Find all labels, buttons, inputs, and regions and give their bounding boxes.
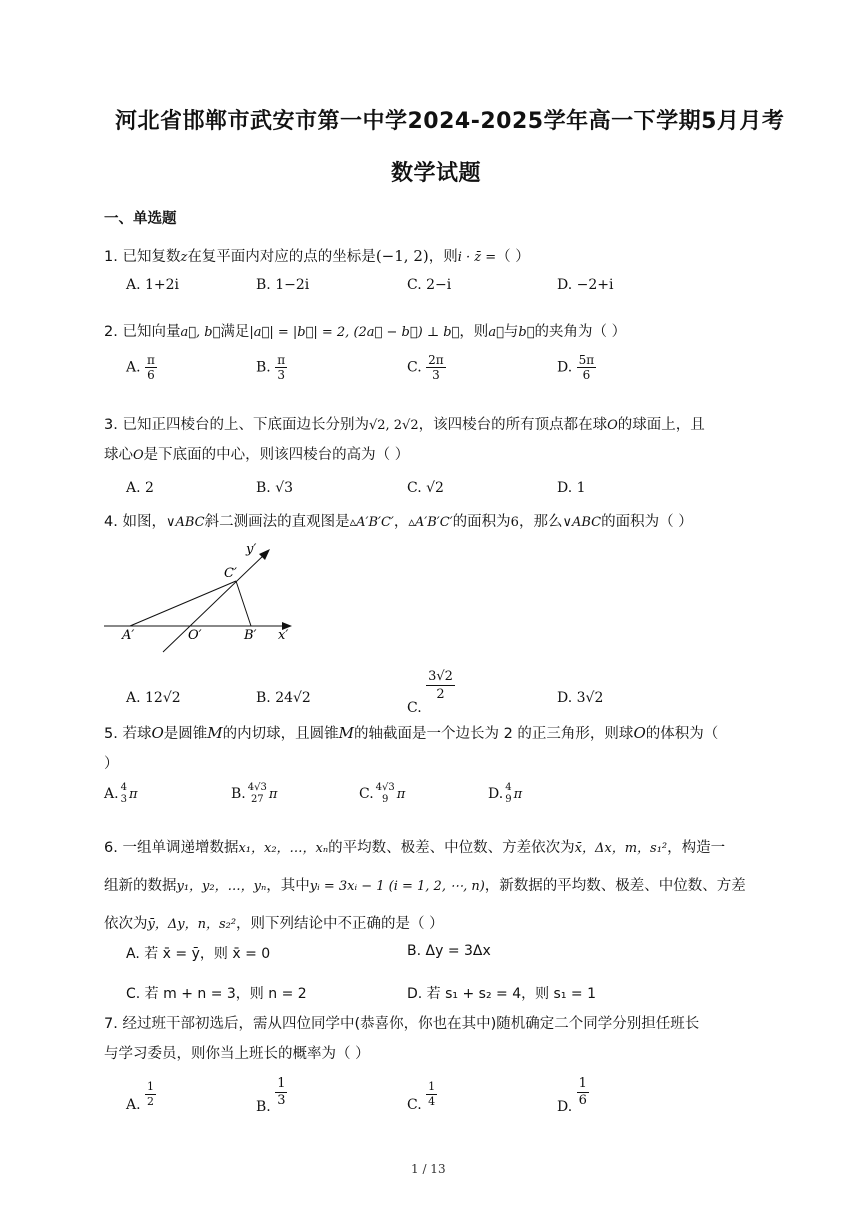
- q7-option-a[interactable]: [126, 1080, 156, 1113]
- q1-option-c[interactable]: C. 2−i: [407, 277, 452, 293]
- q1-expr: i · z̄ =: [457, 250, 497, 265]
- q2-option-d-label: D.: [557, 359, 573, 376]
- q7-option-d-num: 1: [578, 1076, 587, 1091]
- q6-option-c[interactable]: C. 若 m + n = 3，则 n = 2: [126, 986, 307, 1002]
- q5-option-a-num: 4: [120, 782, 127, 793]
- q5-text-b: 是圆锥: [163, 726, 208, 742]
- side-c-b: [236, 581, 251, 626]
- q3-option-b[interactable]: B. √3: [256, 480, 294, 496]
- q2-option-b[interactable]: [256, 353, 287, 382]
- q5-option-c-fraction: [374, 782, 397, 806]
- q4-area-value: 6: [510, 515, 519, 530]
- q4-text-d: 的面积为: [452, 514, 511, 530]
- q5-option-a-den: 3: [120, 794, 127, 805]
- q4-text-e: ，那么: [518, 514, 563, 530]
- q3-edge-values: √2, 2√2: [368, 418, 419, 433]
- question-7-line2: 与学习委员，则你当上班长的概率为（ ）: [104, 1046, 370, 1062]
- doc-title-line1: 河北省邯郸市武安市第一中学2024-2025学年高一下学期5月月考: [115, 109, 785, 134]
- q2-condition: |a⃗| = |b⃗| = 2, (2a⃗ − b⃗) ⊥ b⃗: [249, 325, 460, 340]
- q6-equation: yᵢ = 3xᵢ − 1 (i = 1, 2, ⋯, n): [309, 879, 485, 894]
- q4-triangle-abc-2: ∨ABC: [562, 515, 602, 530]
- q3-sphere-o: O: [607, 418, 618, 433]
- q6-text-g: 依次为: [104, 916, 148, 932]
- q4-option-c-label: C.: [407, 699, 422, 716]
- q4-option-c-num: 3√2: [428, 669, 453, 684]
- q5-option-d-pi: π: [513, 787, 523, 802]
- q6-stats-y: ȳ，Δy，n，s₂²: [147, 917, 237, 932]
- q2-vec-b: b⃗: [518, 325, 535, 340]
- q5-option-d[interactable]: [488, 782, 522, 806]
- q2-option-b-den: 3: [277, 368, 285, 382]
- q5-cone-m: M: [207, 724, 223, 742]
- q2-option-a-label: A.: [126, 359, 141, 376]
- q5-option-d-num: 4: [505, 782, 512, 793]
- q5-option-b-num: 4√3: [247, 782, 267, 793]
- question-3-line1: [104, 413, 705, 434]
- q7-option-d-den: 6: [578, 1093, 587, 1108]
- q5-option-b-fraction: [246, 782, 269, 806]
- q5-text-e: 的体积为（: [645, 726, 719, 742]
- label-x-prime: x′: [278, 628, 289, 643]
- q6-option-b[interactable]: B. Δy = 3Δx: [407, 943, 491, 959]
- q2-option-d[interactable]: [557, 353, 596, 382]
- q6-text-c: ，构造一: [667, 840, 726, 856]
- q4-option-c[interactable]: [407, 668, 455, 716]
- q2-text-a: 2. 已知向量: [104, 324, 181, 340]
- q2-vectors: a⃗, b⃗: [180, 325, 221, 340]
- q5-cone-m-2: M: [338, 724, 354, 742]
- q5-option-b[interactable]: [231, 782, 277, 806]
- question-3-line2: [104, 443, 409, 464]
- q4-text-b: 斜二测画法的直观图是: [204, 514, 350, 530]
- q4-option-c-fraction: [426, 668, 455, 703]
- q4-option-c-den: 2: [436, 687, 445, 702]
- page-number: 1 / 13: [411, 1162, 446, 1176]
- q7-option-a-label: A.: [126, 1096, 141, 1113]
- label-a-prime: A′: [122, 628, 135, 643]
- q5-option-a-pi: π: [128, 787, 138, 802]
- q2-option-a[interactable]: [126, 353, 157, 382]
- q1-var-z: z: [180, 250, 188, 265]
- label-y-prime: y′: [246, 542, 257, 557]
- q6-stats-x: x̄，Δx，m，s₁²: [574, 841, 668, 856]
- q5-sphere-o-2: O: [633, 724, 646, 742]
- q3-text-d: 球心: [104, 447, 133, 463]
- q7-option-b-label: B.: [256, 1098, 271, 1115]
- q4-figure: [100, 535, 300, 660]
- side-a-c: [130, 581, 236, 626]
- q2-vec-a: a⃗: [488, 325, 504, 340]
- q6-text-d: 组新的数据: [104, 878, 177, 894]
- q7-option-d-fraction: [577, 1076, 589, 1109]
- q3-text-b: ，该四棱台的所有顶点都在球: [418, 417, 608, 433]
- q7-option-c-den: 4: [428, 1095, 436, 1108]
- q2-option-a-den: 6: [147, 368, 155, 382]
- q5-option-c-label: C.: [359, 786, 374, 802]
- q2-option-d-den: 6: [582, 368, 591, 382]
- q3-text-e: 是下底面的中心，则该四棱台的高为（ ）: [143, 447, 410, 463]
- q2-option-c-fraction: [426, 353, 446, 382]
- q4-text-a: 4. 如图，: [104, 514, 166, 530]
- q6-option-d[interactable]: D. 若 s₁ + s₂ = 4，则 s₁ = 1: [407, 986, 597, 1002]
- q6-text-h: ，则下列结论中不正确的是（ ）: [236, 916, 444, 932]
- q1-text-a: 1. 已知复数: [104, 249, 181, 265]
- section-heading: 一、单选题: [104, 211, 177, 227]
- q4-triangle-prime-1: ▵A′B′C′: [349, 515, 394, 530]
- q2-text-d: 与: [503, 324, 519, 340]
- question-7-line1: 7. 经过班干部初选后，需从四位同学中(恭喜你，你也在其中)随机确定二个同学分别担任班长: [104, 1016, 700, 1032]
- q4-text-c: ，: [393, 514, 409, 530]
- q2-option-a-fraction: [145, 353, 157, 382]
- q3-option-c[interactable]: C. √2: [407, 480, 444, 496]
- q2-option-d-num: 5π: [578, 353, 595, 367]
- q7-option-b-den: 3: [277, 1093, 286, 1108]
- q5-option-b-pi: π: [268, 787, 278, 802]
- q5-option-d-fraction: [503, 782, 513, 806]
- q5-option-d-label: D.: [488, 786, 504, 802]
- q2-option-c-label: C.: [407, 359, 422, 376]
- q1-point: (−1, 2): [375, 247, 429, 265]
- label-b-prime: B′: [244, 628, 257, 643]
- q4-triangle-abc: ∨ABC: [165, 515, 205, 530]
- question-5-line2: ）: [104, 756, 119, 772]
- q6-text-a: 6. 一组单调递增数据: [104, 840, 239, 856]
- q5-text-d: 的轴截面是一个边长为 2 的正三角形，则球: [353, 726, 634, 742]
- q4-text-f: 的面积为（ ）: [601, 514, 693, 530]
- q7-option-a-num: 1: [147, 1080, 155, 1093]
- q1-text-b: 在复平面内对应的点的坐标是: [187, 249, 376, 265]
- q4-option-a[interactable]: A. 12√2: [126, 690, 181, 706]
- question-4-stem: [104, 510, 693, 531]
- q2-text-e: 的夹角为（ ）: [534, 324, 627, 340]
- q2-option-d-fraction: [577, 353, 597, 382]
- q7-option-c-num: 1: [428, 1080, 436, 1093]
- q2-option-c-num: 2π: [428, 353, 444, 367]
- q5-sphere-o: O: [151, 724, 164, 742]
- q5-option-d-den: 9: [505, 794, 512, 805]
- q6-text-e: ，其中: [266, 878, 310, 894]
- question-6-line1: [104, 836, 725, 857]
- q4-option-d[interactable]: D. 3√2: [557, 690, 604, 706]
- q2-option-b-label: B.: [256, 359, 271, 376]
- question-2-stem: [104, 320, 626, 341]
- q2-option-a-num: π: [147, 353, 155, 367]
- q5-text-c: 的内切球，且圆锥: [222, 726, 339, 742]
- q7-option-c-fraction: [426, 1080, 437, 1109]
- q5-option-b-label: B.: [231, 786, 246, 802]
- q5-option-a-fraction: [119, 782, 129, 806]
- q2-option-b-fraction: [275, 353, 287, 382]
- q5-option-c-den: 9: [382, 794, 389, 805]
- q5-option-b-den: 27: [250, 794, 264, 805]
- q1-option-d[interactable]: D. −2+i: [557, 277, 614, 293]
- q6-option-a[interactable]: A. 若 x̄ = ȳ，则 x̄ = 0: [126, 946, 271, 962]
- q1-option-a[interactable]: A. 1+2i: [126, 277, 180, 293]
- q2-option-c[interactable]: [407, 353, 446, 382]
- q7-option-d-label: D.: [557, 1098, 573, 1115]
- q7-option-c-label: C.: [407, 1096, 422, 1113]
- q5-text-a: 5. 若球: [104, 726, 152, 742]
- q2-text-b: 满足: [220, 324, 250, 340]
- q5-option-c-num: 4√3: [375, 782, 395, 793]
- q7-option-b-num: 1: [277, 1076, 286, 1091]
- q7-option-d[interactable]: [557, 1076, 589, 1115]
- q1-text-c: ，则: [428, 249, 458, 265]
- doc-title-line2: 数学试题: [391, 161, 482, 186]
- q3-text-a: 3. 已知正四棱台的上、下底面边长分别为: [104, 417, 369, 433]
- q7-option-b-fraction: [275, 1076, 287, 1109]
- q6-text-b: 的平均数、极差、中位数、方差依次为: [328, 840, 575, 856]
- q3-text-c: 的球面上，且: [617, 417, 705, 433]
- label-o-prime: O′: [188, 628, 202, 643]
- q6-text-f: ，新数据的平均数、极差、中位数、方差: [484, 878, 746, 894]
- q7-option-b[interactable]: [256, 1076, 287, 1115]
- q4-triangle-prime-2: ▵A′B′C′: [408, 515, 453, 530]
- q2-option-c-den: 3: [432, 368, 440, 382]
- question-5-line1: [104, 722, 718, 743]
- q3-option-a[interactable]: A. 2: [126, 480, 154, 496]
- question-1-stem: [104, 245, 530, 266]
- q5-option-a-label: A.: [104, 786, 119, 802]
- q7-option-a-den: 2: [147, 1095, 155, 1108]
- q5-option-a[interactable]: [104, 782, 137, 806]
- q2-option-b-num: π: [277, 353, 286, 367]
- q7-option-a-fraction: [145, 1080, 156, 1109]
- q6-data-x: x₁，x₂，…，xₙ: [238, 841, 329, 856]
- q5-option-c[interactable]: [359, 782, 405, 806]
- q3-option-d[interactable]: D. 1: [557, 480, 586, 496]
- question-6-line3: [104, 912, 444, 933]
- q4-option-b[interactable]: B. 24√2: [256, 690, 311, 706]
- q7-option-c[interactable]: [407, 1080, 437, 1113]
- label-c-prime: C′: [224, 566, 237, 581]
- question-6-line2: [104, 874, 746, 895]
- q1-text-d: （ ）: [496, 249, 530, 265]
- q6-data-y: y₁，y₂，…，yₙ: [176, 879, 267, 894]
- q1-option-b[interactable]: B. 1−2i: [256, 277, 310, 293]
- q2-text-c: ，则: [459, 324, 489, 340]
- q3-center-o: O: [133, 448, 144, 463]
- q5-option-c-pi: π: [396, 787, 406, 802]
